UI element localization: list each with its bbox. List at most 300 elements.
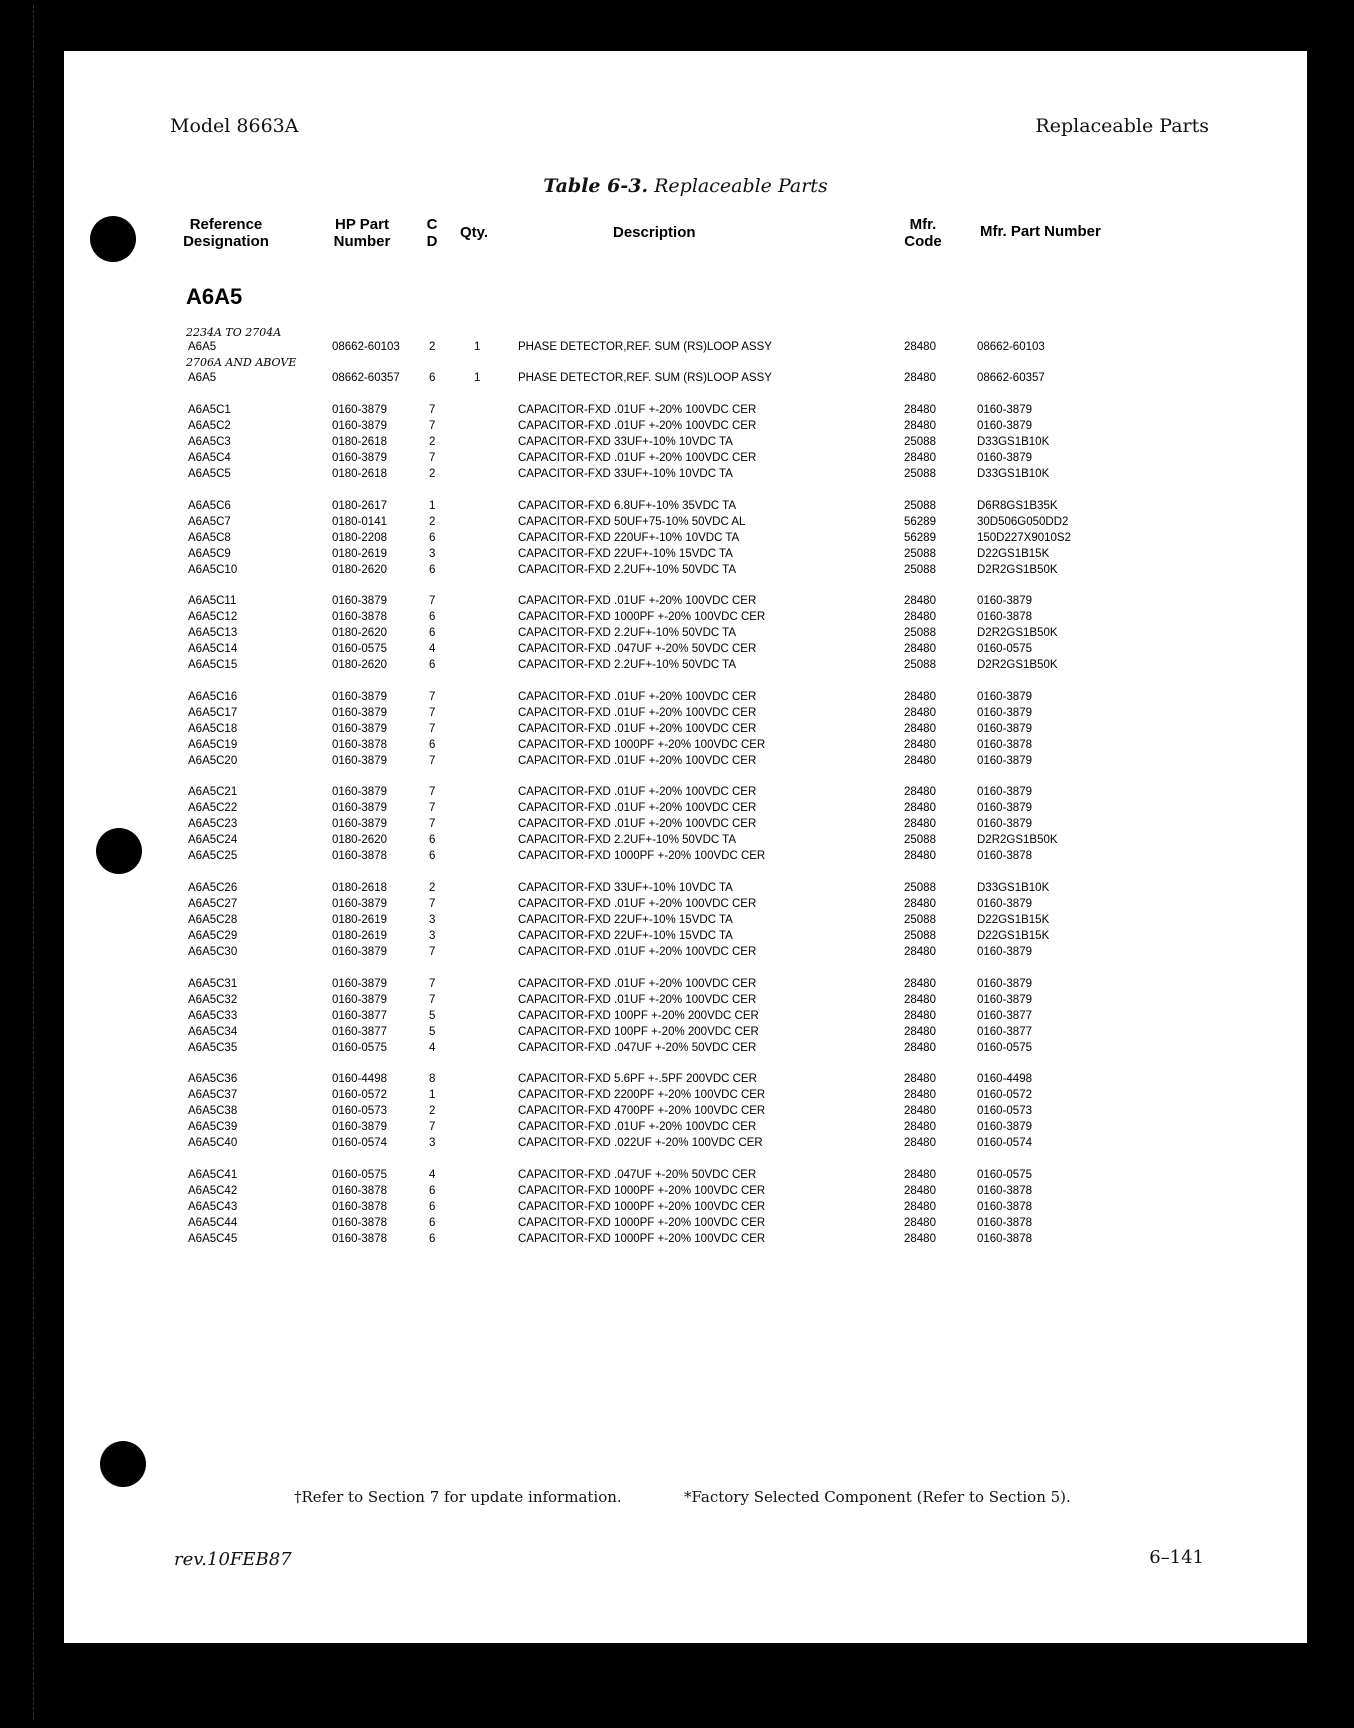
cell-cd: 6 — [429, 564, 436, 576]
cell-mfr-part-number: D2R2GS1B50K — [977, 627, 1058, 639]
cell-mfr-part-number: 0160-3878 — [977, 1217, 1032, 1229]
cell-cd: 6 — [429, 372, 436, 384]
cell-reference: A6A5C35 — [188, 1042, 238, 1054]
cell-description: CAPACITOR-FXD 100PF +-20% 200VDC CER — [518, 1010, 759, 1022]
footnote-update: †Refer to Section 7 for update information. — [294, 1488, 622, 1506]
cell-description: PHASE DETECTOR,REF. SUM (RS)LOOP ASSY — [518, 372, 772, 384]
cell-mfr-code: 28480 — [904, 1026, 936, 1038]
cell-cd: 7 — [429, 420, 436, 432]
cell-hp-part: 0180-2208 — [332, 532, 387, 544]
cell-mfr-code: 28480 — [904, 1169, 936, 1181]
cell-reference: A6A5C7 — [188, 516, 231, 528]
cell-mfr-code: 28480 — [904, 1217, 936, 1229]
col-header-reference — [178, 216, 274, 250]
cell-mfr-code: 28480 — [904, 1233, 936, 1245]
revision-date: rev.10FEB87 — [174, 1549, 292, 1570]
cell-hp-part: 0160-0575 — [332, 643, 387, 655]
cell-cd: 7 — [429, 786, 436, 798]
cell-cd: 2 — [429, 1105, 436, 1117]
cell-description: CAPACITOR-FXD 4700PF +-20% 100VDC CER — [518, 1105, 766, 1117]
cell-description: CAPACITOR-FXD .01UF +-20% 100VDC CER — [518, 786, 757, 798]
cell-reference: A6A5C5 — [188, 468, 231, 480]
serial-note-1: 2234A TO 2704A — [186, 326, 282, 339]
table-title — [64, 175, 1307, 197]
cell-reference: A6A5C22 — [188, 802, 238, 814]
cell-mfr-part-number: 0160-3879 — [977, 802, 1032, 814]
cell-cd: 6 — [429, 739, 436, 751]
cell-hp-part: 0160-3879 — [332, 691, 387, 703]
cell-mfr-code: 28480 — [904, 1201, 936, 1213]
cell-mfr-part-number: D2R2GS1B50K — [977, 834, 1058, 846]
cell-mfr-code: 28480 — [904, 1137, 936, 1149]
cell-mfr-part-number: 0160-3879 — [977, 786, 1032, 798]
cell-description: CAPACITOR-FXD .047UF +-20% 50VDC CER — [518, 1169, 757, 1181]
cell-hp-part: 0180-2620 — [332, 627, 387, 639]
cell-mfr-part-number: 0160-3878 — [977, 1201, 1032, 1213]
cell-mfr-part-number: 0160-3879 — [977, 707, 1032, 719]
cell-hp-part: 0160-3879 — [332, 723, 387, 735]
cell-reference: A6A5C42 — [188, 1185, 238, 1197]
cell-mfr-code: 28480 — [904, 341, 936, 353]
cell-description: CAPACITOR-FXD 100PF +-20% 200VDC CER — [518, 1026, 759, 1038]
cell-mfr-part-number: D22GS1B15K — [977, 930, 1050, 942]
cell-mfr-part-number: 0160-3878 — [977, 611, 1032, 623]
cell-description: CAPACITOR-FXD .01UF +-20% 100VDC CER — [518, 723, 757, 735]
cell-reference: A6A5C12 — [188, 611, 238, 623]
col-header-cd-line1: C — [426, 216, 438, 233]
cell-mfr-code: 28480 — [904, 611, 936, 623]
col-header-hp-line1: HP Part — [335, 216, 389, 233]
cell-hp-part: 0160-3878 — [332, 739, 387, 751]
cell-hp-part: 0160-0572 — [332, 1089, 387, 1101]
cell-cd: 6 — [429, 1233, 436, 1245]
cell-hp-part: 0160-3879 — [332, 994, 387, 1006]
cell-mfr-part-number: 0160-0575 — [977, 1169, 1032, 1181]
cell-reference: A6A5C1 — [188, 404, 231, 416]
cell-hp-part: 0160-3879 — [332, 946, 387, 958]
cell-mfr-code: 25088 — [904, 627, 936, 639]
cell-mfr-code: 25088 — [904, 930, 936, 942]
cell-hp-part: 0160-3878 — [332, 1201, 387, 1213]
cell-mfr-part-number: D2R2GS1B50K — [977, 659, 1058, 671]
cell-reference: A6A5C34 — [188, 1026, 238, 1038]
cell-reference: A6A5C3 — [188, 436, 231, 448]
cell-cd: 6 — [429, 532, 436, 544]
cell-reference: A6A5C25 — [188, 850, 238, 862]
cell-cd: 4 — [429, 1042, 436, 1054]
cell-mfr-code: 25088 — [904, 834, 936, 846]
cell-hp-part: 0180-2620 — [332, 564, 387, 576]
cell-description: CAPACITOR-FXD 2.2UF+-10% 50VDC TA — [518, 627, 737, 639]
col-header-reference-line2: Designation — [183, 233, 269, 250]
cell-hp-part: 0160-3877 — [332, 1026, 387, 1038]
cell-mfr-part-number: 0160-3879 — [977, 994, 1032, 1006]
cell-mfr-code: 28480 — [904, 755, 936, 767]
cell-hp-part: 0160-3877 — [332, 1010, 387, 1022]
cell-hp-part: 08662-60357 — [332, 372, 400, 384]
cell-mfr-part-number: 0160-3879 — [977, 452, 1032, 464]
cell-hp-part: 0160-0575 — [332, 1042, 387, 1054]
cell-description: CAPACITOR-FXD .01UF +-20% 100VDC CER — [518, 898, 757, 910]
cell-mfr-part-number: 30D506G050DD2 — [977, 516, 1069, 528]
cell-cd: 1 — [429, 1089, 436, 1101]
cell-cd: 1 — [429, 500, 436, 512]
cell-description: CAPACITOR-FXD 2.2UF+-10% 50VDC TA — [518, 659, 737, 671]
cell-mfr-part-number: 0160-3879 — [977, 898, 1032, 910]
cell-mfr-part-number: D6R8GS1B35K — [977, 500, 1058, 512]
cell-reference: A6A5C20 — [188, 755, 238, 767]
cell-hp-part: 0160-3879 — [332, 802, 387, 814]
cell-cd: 6 — [429, 1185, 436, 1197]
cell-mfr-part-number: 0160-3879 — [977, 404, 1032, 416]
punch-hole-bottom — [100, 1441, 146, 1487]
cell-mfr-code: 25088 — [904, 548, 936, 560]
cell-cd: 7 — [429, 755, 436, 767]
cell-mfr-part-number: 0160-0573 — [977, 1105, 1032, 1117]
cell-reference: A6A5 — [188, 372, 217, 384]
cell-mfr-code: 28480 — [904, 739, 936, 751]
cell-mfr-part-number: 0160-3879 — [977, 978, 1032, 990]
cell-reference: A6A5C28 — [188, 914, 238, 926]
cell-hp-part: 0180-2617 — [332, 500, 387, 512]
cell-hp-part: 0160-3879 — [332, 1121, 387, 1133]
cell-description: CAPACITOR-FXD .022UF +-20% 100VDC CER — [518, 1137, 763, 1149]
cell-hp-part: 0180-2620 — [332, 659, 387, 671]
document-page — [64, 51, 1307, 1643]
cell-cd: 7 — [429, 691, 436, 703]
cell-mfr-code: 28480 — [904, 643, 936, 655]
cell-reference: A6A5C44 — [188, 1217, 238, 1229]
cell-hp-part: 0180-2619 — [332, 914, 387, 926]
cell-cd: 7 — [429, 452, 436, 464]
cell-mfr-part-number: D33GS1B10K — [977, 468, 1050, 480]
cell-mfr-code: 25088 — [904, 436, 936, 448]
cell-mfr-part-number: 0160-0572 — [977, 1089, 1032, 1101]
cell-description: CAPACITOR-FXD 22UF+-10% 15VDC TA — [518, 914, 733, 926]
cell-description: CAPACITOR-FXD .01UF +-20% 100VDC CER — [518, 404, 757, 416]
cell-description: CAPACITOR-FXD 2200PF +-20% 100VDC CER — [518, 1089, 766, 1101]
cell-reference: A6A5C11 — [188, 595, 237, 607]
cell-reference: A6A5C9 — [188, 548, 231, 560]
cell-cd: 6 — [429, 627, 436, 639]
cell-hp-part: 0160-3878 — [332, 1217, 387, 1229]
cell-mfr-code: 28480 — [904, 1073, 936, 1085]
cell-reference: A6A5C26 — [188, 882, 238, 894]
cell-description: CAPACITOR-FXD 33UF+-10% 10VDC TA — [518, 882, 733, 894]
cell-reference: A6A5C41 — [188, 1169, 238, 1181]
cell-mfr-code: 28480 — [904, 707, 936, 719]
cell-hp-part: 0160-3879 — [332, 818, 387, 830]
cell-hp-part: 0160-3879 — [332, 786, 387, 798]
cell-description: CAPACITOR-FXD 1000PF +-20% 100VDC CER — [518, 1233, 766, 1245]
cell-mfr-part-number: D22GS1B15K — [977, 548, 1050, 560]
cell-mfr-part-number: 0160-0574 — [977, 1137, 1032, 1149]
cell-description: CAPACITOR-FXD 1000PF +-20% 100VDC CER — [518, 1185, 766, 1197]
cell-hp-part: 0160-3879 — [332, 404, 387, 416]
cell-mfr-part-number: 0160-3879 — [977, 420, 1032, 432]
cell-description: PHASE DETECTOR,REF. SUM (RS)LOOP ASSY — [518, 341, 772, 353]
cell-description: CAPACITOR-FXD 50UF+75-10% 50VDC AL — [518, 516, 746, 528]
cell-cd: 2 — [429, 468, 436, 480]
cell-hp-part: 0160-3879 — [332, 420, 387, 432]
col-header-hp-line2: Number — [333, 233, 391, 250]
cell-reference: A6A5C29 — [188, 930, 238, 942]
cell-mfr-part-number: 0160-3878 — [977, 850, 1032, 862]
punch-hole-top — [90, 216, 136, 262]
cell-mfr-code: 28480 — [904, 818, 936, 830]
cell-mfr-code: 28480 — [904, 723, 936, 735]
cell-hp-part: 0160-3878 — [332, 1233, 387, 1245]
cell-mfr-code: 28480 — [904, 898, 936, 910]
cell-mfr-part-number: 150D227X9010S2 — [977, 532, 1071, 544]
cell-mfr-part-number: 08662-60103 — [977, 341, 1045, 353]
cell-reference: A6A5C24 — [188, 834, 238, 846]
cell-cd: 6 — [429, 850, 436, 862]
cell-mfr-code: 28480 — [904, 994, 936, 1006]
punch-hole-middle — [96, 828, 142, 874]
cell-cd: 7 — [429, 595, 436, 607]
cell-hp-part: 0160-0574 — [332, 1137, 387, 1149]
cell-reference: A6A5C15 — [188, 659, 238, 671]
cell-reference: A6A5C40 — [188, 1137, 238, 1149]
cell-hp-part: 08662-60103 — [332, 341, 400, 353]
cell-cd: 4 — [429, 643, 436, 655]
col-header-qty: Qty. — [460, 224, 489, 241]
cell-description: CAPACITOR-FXD .01UF +-20% 100VDC CER — [518, 755, 757, 767]
cell-hp-part: 0180-2618 — [332, 882, 387, 894]
cell-cd: 7 — [429, 818, 436, 830]
cell-hp-part: 0160-3879 — [332, 707, 387, 719]
cell-mfr-part-number: 0160-3878 — [977, 739, 1032, 751]
cell-reference: A6A5C43 — [188, 1201, 238, 1213]
page-number: 6–141 — [1149, 1547, 1204, 1568]
cell-mfr-part-number: 0160-3878 — [977, 1233, 1032, 1245]
model-header: Model 8663A — [170, 115, 299, 137]
cell-hp-part: 0160-0575 — [332, 1169, 387, 1181]
cell-mfr-code: 28480 — [904, 452, 936, 464]
cell-description: CAPACITOR-FXD .01UF +-20% 100VDC CER — [518, 818, 757, 830]
cell-description: CAPACITOR-FXD .01UF +-20% 100VDC CER — [518, 994, 757, 1006]
cell-description: CAPACITOR-FXD 2.2UF+-10% 50VDC TA — [518, 834, 737, 846]
cell-mfr-part-number: 0160-3879 — [977, 723, 1032, 735]
cell-reference: A6A5C21 — [188, 786, 238, 798]
cell-mfr-code: 28480 — [904, 1042, 936, 1054]
cell-cd: 2 — [429, 882, 436, 894]
cell-reference: A6A5C8 — [188, 532, 231, 544]
cell-hp-part: 0160-3879 — [332, 755, 387, 767]
cell-mfr-code: 28480 — [904, 1010, 936, 1022]
cell-mfr-code: 25088 — [904, 468, 936, 480]
cell-mfr-part-number: D33GS1B10K — [977, 882, 1050, 894]
cell-reference: A6A5C27 — [188, 898, 238, 910]
cell-mfr-code: 28480 — [904, 850, 936, 862]
cell-cd: 4 — [429, 1169, 436, 1181]
cell-cd: 6 — [429, 834, 436, 846]
cell-reference: A6A5C45 — [188, 1233, 238, 1245]
cell-reference: A6A5 — [188, 341, 217, 353]
col-header-mfr-line1: Mfr. — [909, 216, 937, 233]
cell-reference: A6A5C32 — [188, 994, 238, 1006]
cell-mfr-part-number: 0160-3877 — [977, 1026, 1032, 1038]
cell-reference: A6A5C38 — [188, 1105, 238, 1117]
cell-qty: 1 — [474, 372, 481, 384]
cell-mfr-part-number: 0160-3879 — [977, 755, 1032, 767]
cell-reference: A6A5C13 — [188, 627, 238, 639]
cell-description: CAPACITOR-FXD 6.8UF+-10% 35VDC TA — [518, 500, 737, 512]
cell-cd: 7 — [429, 898, 436, 910]
cell-cd: 3 — [429, 548, 436, 560]
cell-description: CAPACITOR-FXD .01UF +-20% 100VDC CER — [518, 1121, 757, 1133]
cell-mfr-part-number: 0160-3879 — [977, 818, 1032, 830]
cell-mfr-part-number: 0160-0575 — [977, 1042, 1032, 1054]
cell-cd: 5 — [429, 1010, 436, 1022]
cell-description: CAPACITOR-FXD .01UF +-20% 100VDC CER — [518, 420, 757, 432]
cell-mfr-code: 25088 — [904, 564, 936, 576]
cell-hp-part: 0180-2620 — [332, 834, 387, 846]
cell-reference: A6A5C31 — [188, 978, 238, 990]
cell-description: CAPACITOR-FXD 1000PF +-20% 100VDC CER — [518, 611, 766, 623]
cell-reference: A6A5C6 — [188, 500, 231, 512]
col-header-mfr-part-number: Mfr. Part Number — [980, 223, 1101, 240]
cell-mfr-part-number: 0160-3879 — [977, 691, 1032, 703]
cell-cd: 8 — [429, 1073, 436, 1085]
cell-hp-part: 0180-2618 — [332, 436, 387, 448]
section-header: Replaceable Parts — [1035, 115, 1209, 137]
cell-mfr-part-number: D22GS1B15K — [977, 914, 1050, 926]
cell-description: CAPACITOR-FXD 33UF+-10% 10VDC TA — [518, 468, 733, 480]
cell-description: CAPACITOR-FXD 5.6PF +-.5PF 200VDC CER — [518, 1073, 757, 1085]
cell-description: CAPACITOR-FXD .01UF +-20% 100VDC CER — [518, 452, 757, 464]
cell-mfr-code: 28480 — [904, 404, 936, 416]
cell-reference: A6A5C17 — [188, 707, 238, 719]
footnote-factory-selected: *Factory Selected Component (Refer to Section 5). — [684, 1488, 1071, 1506]
col-header-description: Description — [613, 224, 696, 241]
cell-description: CAPACITOR-FXD 220UF+-10% 10VDC TA — [518, 532, 740, 544]
section-title: A6A5 — [186, 284, 243, 309]
cell-description: CAPACITOR-FXD .01UF +-20% 100VDC CER — [518, 691, 757, 703]
cell-description: CAPACITOR-FXD .01UF +-20% 100VDC CER — [518, 802, 757, 814]
cell-hp-part: 0180-2619 — [332, 930, 387, 942]
cell-hp-part: 0160-3879 — [332, 452, 387, 464]
cell-hp-part: 0160-3879 — [332, 978, 387, 990]
cell-mfr-part-number: 0160-3879 — [977, 946, 1032, 958]
cell-hp-part: 0160-3879 — [332, 595, 387, 607]
cell-mfr-part-number: D33GS1B10K — [977, 436, 1050, 448]
cell-mfr-code: 28480 — [904, 691, 936, 703]
cell-hp-part: 0160-4498 — [332, 1073, 387, 1085]
cell-mfr-code: 28480 — [904, 978, 936, 990]
cell-mfr-part-number: 08662-60357 — [977, 372, 1045, 384]
cell-description: CAPACITOR-FXD .01UF +-20% 100VDC CER — [518, 946, 757, 958]
cell-mfr-part-number: 0160-3879 — [977, 1121, 1032, 1133]
cell-hp-part: 0160-3879 — [332, 898, 387, 910]
cell-description: CAPACITOR-FXD 2.2UF+-10% 50VDC TA — [518, 564, 737, 576]
cell-description: CAPACITOR-FXD 1000PF +-20% 100VDC CER — [518, 1217, 766, 1229]
col-header-cd-line2: D — [426, 233, 438, 250]
cell-mfr-code: 28480 — [904, 946, 936, 958]
cell-mfr-code: 25088 — [904, 914, 936, 926]
cell-description: CAPACITOR-FXD .01UF +-20% 100VDC CER — [518, 707, 757, 719]
cell-mfr-part-number: 0160-3877 — [977, 1010, 1032, 1022]
cell-cd: 6 — [429, 1217, 436, 1229]
cell-cd: 5 — [429, 1026, 436, 1038]
cell-mfr-part-number: 0160-3879 — [977, 595, 1032, 607]
cell-cd: 6 — [429, 611, 436, 623]
col-header-hp-part — [329, 216, 395, 250]
cell-cd: 7 — [429, 946, 436, 958]
scan-edge-line — [33, 5, 35, 1720]
cell-hp-part: 0180-2619 — [332, 548, 387, 560]
cell-cd: 7 — [429, 723, 436, 735]
cell-description: CAPACITOR-FXD .047UF +-20% 50VDC CER — [518, 643, 757, 655]
col-header-cd — [424, 216, 440, 250]
cell-reference: A6A5C36 — [188, 1073, 238, 1085]
cell-mfr-code: 56289 — [904, 516, 936, 528]
cell-mfr-code: 28480 — [904, 372, 936, 384]
cell-cd: 7 — [429, 994, 436, 1006]
col-header-reference-line1: Reference — [189, 216, 263, 233]
cell-hp-part: 0160-3878 — [332, 611, 387, 623]
table-title-number: Table 6-3. — [543, 175, 649, 197]
cell-mfr-code: 25088 — [904, 659, 936, 671]
cell-mfr-code: 28480 — [904, 1105, 936, 1117]
table-title-text: Replaceable Parts — [654, 175, 828, 197]
cell-mfr-part-number: D2R2GS1B50K — [977, 564, 1058, 576]
cell-reference: A6A5C19 — [188, 739, 238, 751]
cell-mfr-code: 25088 — [904, 500, 936, 512]
cell-mfr-code: 28480 — [904, 1185, 936, 1197]
cell-reference: A6A5C23 — [188, 818, 238, 830]
cell-description: CAPACITOR-FXD .047UF +-20% 50VDC CER — [518, 1042, 757, 1054]
cell-mfr-code: 25088 — [904, 882, 936, 894]
cell-reference: A6A5C30 — [188, 946, 238, 958]
serial-note-2: 2706A AND ABOVE — [186, 356, 297, 369]
cell-description: CAPACITOR-FXD .01UF +-20% 100VDC CER — [518, 978, 757, 990]
cell-description: CAPACITOR-FXD 1000PF +-20% 100VDC CER — [518, 739, 766, 751]
cell-reference: A6A5C39 — [188, 1121, 238, 1133]
col-header-mfr-code — [898, 216, 948, 250]
cell-description: CAPACITOR-FXD 1000PF +-20% 100VDC CER — [518, 850, 766, 862]
cell-reference: A6A5C10 — [188, 564, 238, 576]
cell-hp-part: 0160-3878 — [332, 1185, 387, 1197]
cell-cd: 7 — [429, 978, 436, 990]
cell-cd: 7 — [429, 707, 436, 719]
cell-reference: A6A5C33 — [188, 1010, 238, 1022]
col-header-mfr-line2: Code — [904, 233, 942, 250]
cell-cd: 3 — [429, 914, 436, 926]
cell-cd: 6 — [429, 1201, 436, 1213]
cell-mfr-code: 28480 — [904, 786, 936, 798]
cell-cd: 2 — [429, 341, 436, 353]
cell-mfr-part-number: 0160-0575 — [977, 643, 1032, 655]
cell-mfr-code: 28480 — [904, 1121, 936, 1133]
cell-mfr-part-number: 0160-4498 — [977, 1073, 1032, 1085]
cell-mfr-code: 56289 — [904, 532, 936, 544]
cell-cd: 2 — [429, 436, 436, 448]
cell-mfr-code: 28480 — [904, 420, 936, 432]
cell-description: CAPACITOR-FXD 33UF+-10% 10VDC TA — [518, 436, 733, 448]
cell-description: CAPACITOR-FXD .01UF +-20% 100VDC CER — [518, 595, 757, 607]
cell-reference: A6A5C4 — [188, 452, 231, 464]
cell-cd: 3 — [429, 930, 436, 942]
cell-description: CAPACITOR-FXD 22UF+-10% 15VDC TA — [518, 930, 733, 942]
cell-mfr-code: 28480 — [904, 1089, 936, 1101]
cell-reference: A6A5C14 — [188, 643, 238, 655]
cell-mfr-code: 28480 — [904, 802, 936, 814]
cell-hp-part: 0180-2618 — [332, 468, 387, 480]
cell-reference: A6A5C37 — [188, 1089, 238, 1101]
cell-cd: 7 — [429, 802, 436, 814]
